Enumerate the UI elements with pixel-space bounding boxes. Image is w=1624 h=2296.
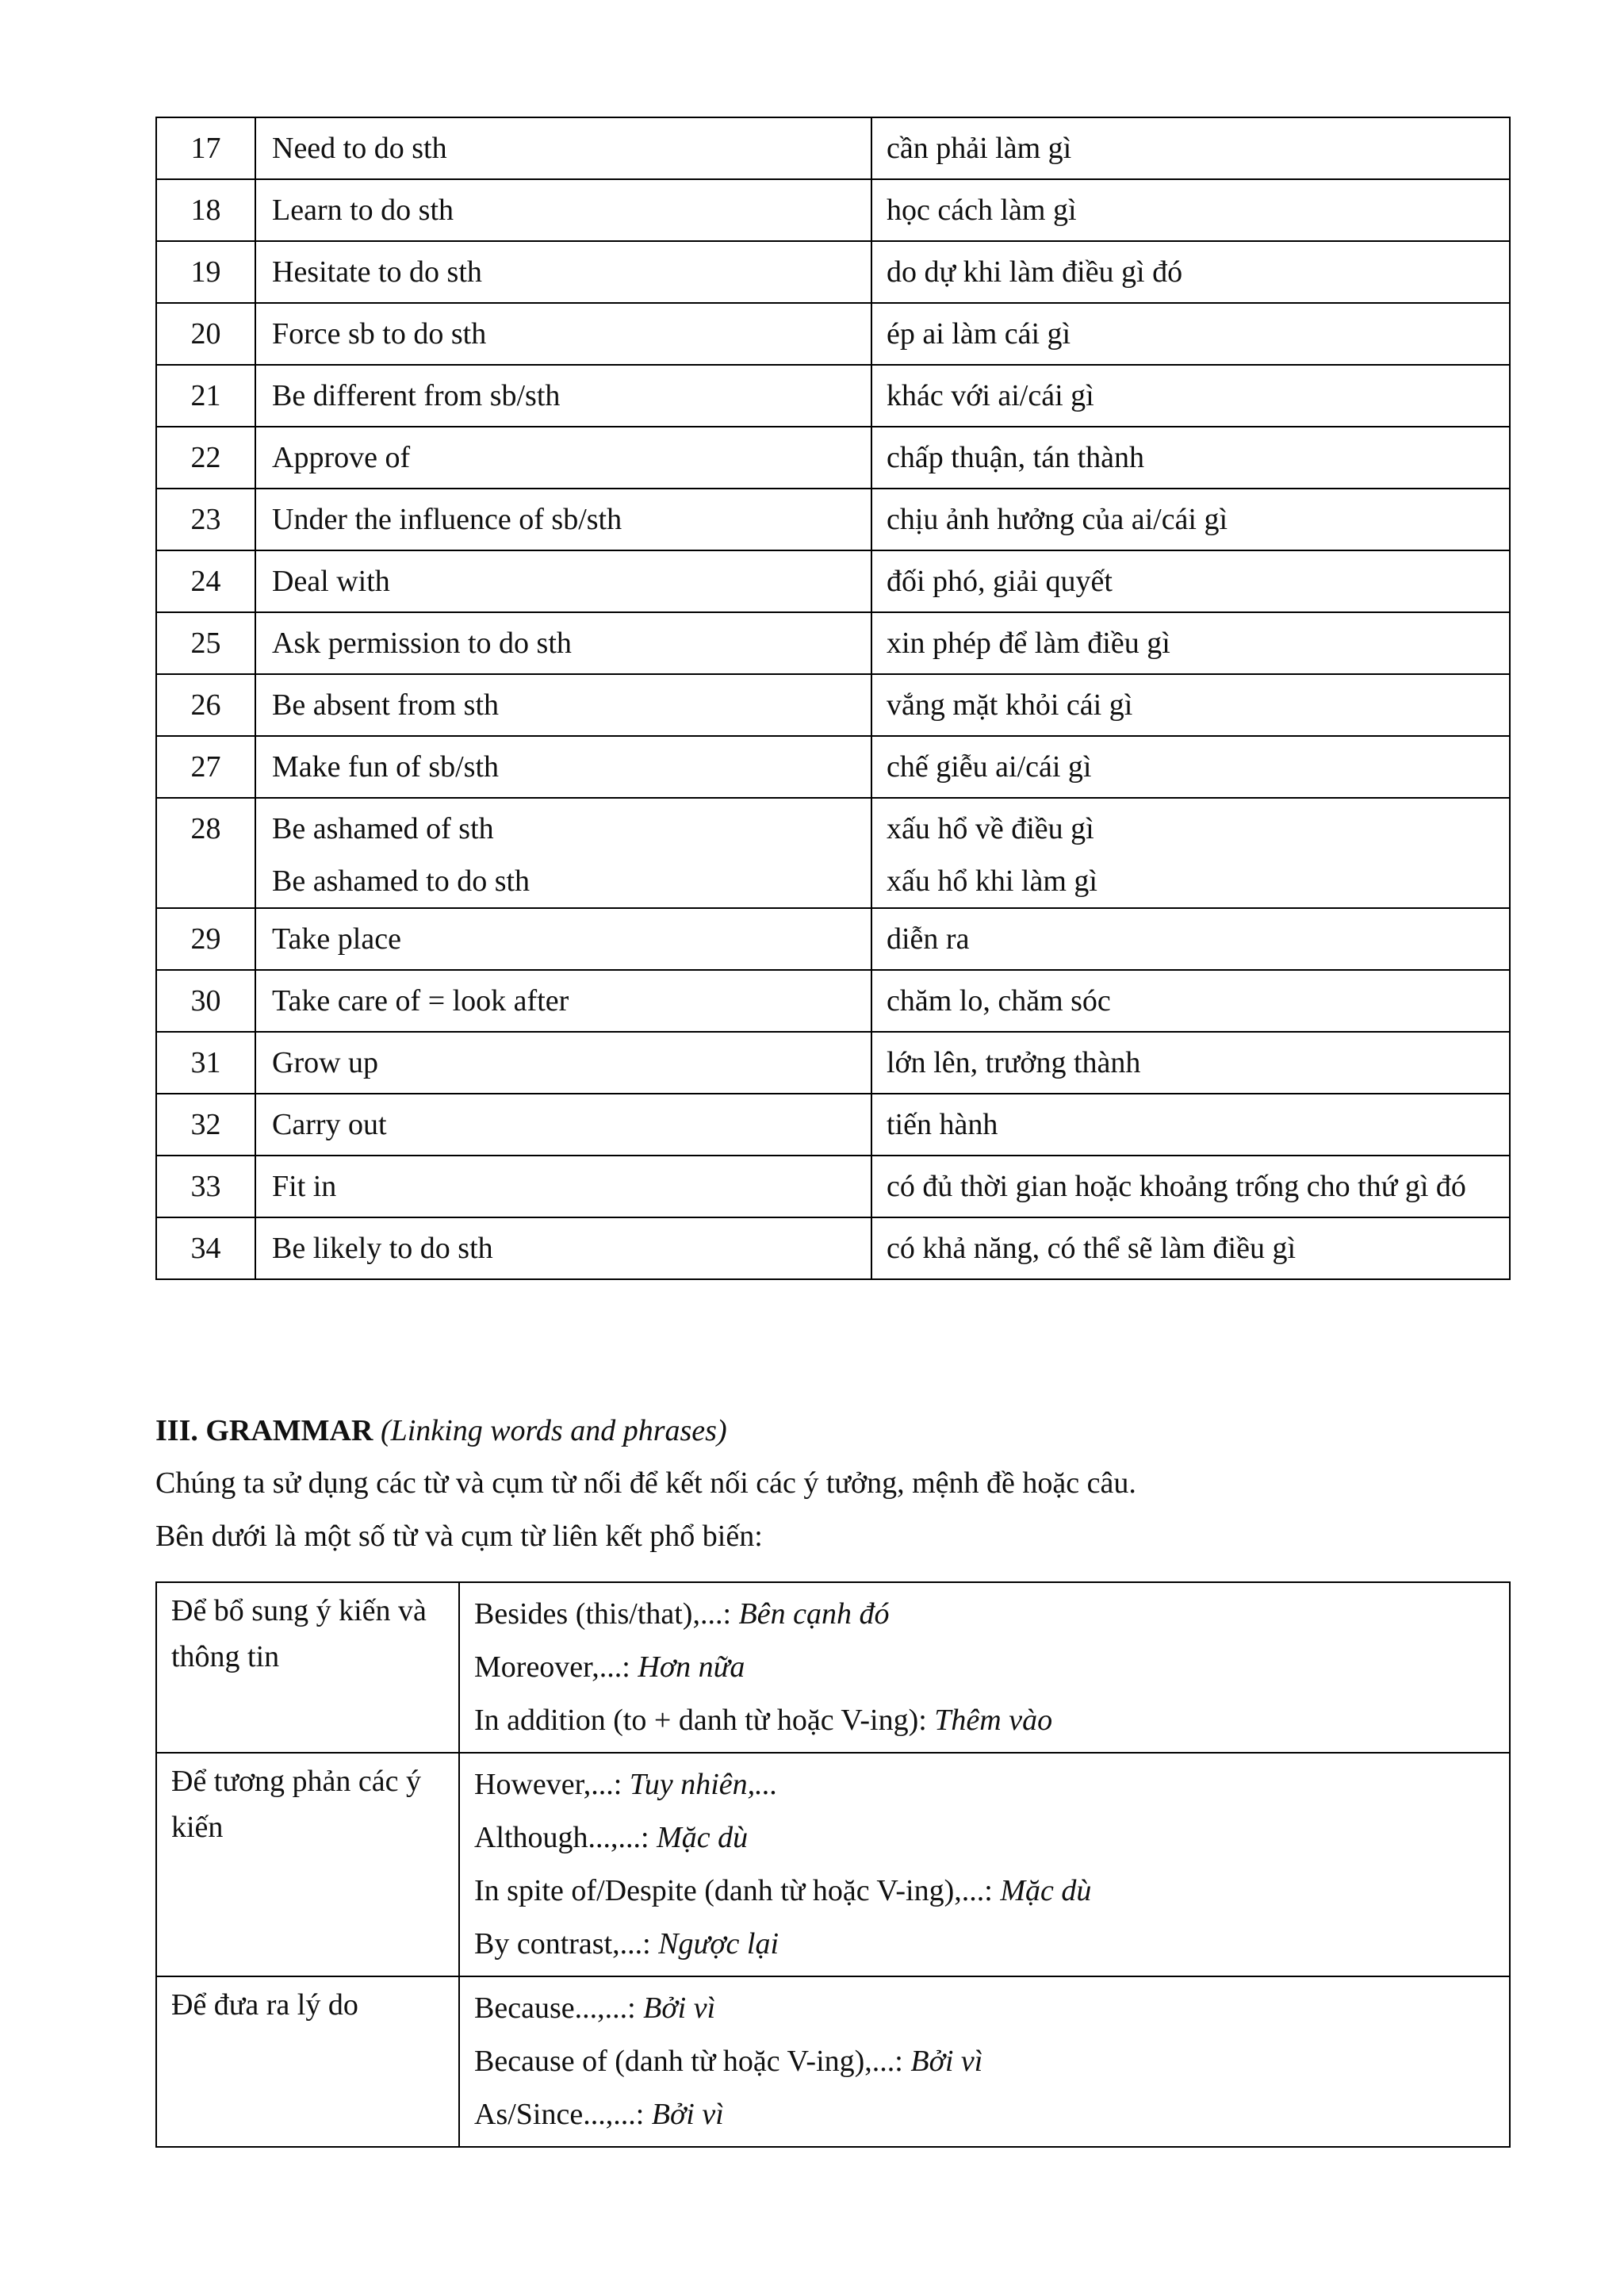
vocab-meaning-cell — [871, 908, 1510, 970]
vocab-number-cell — [156, 365, 255, 427]
vocab-number-cell — [156, 1032, 255, 1094]
linking-items-cell — [459, 1582, 1510, 1753]
linking-meaning: Bởi vì — [643, 1991, 716, 2025]
vocab-meaning: xin phép để làm điều gì — [887, 627, 1170, 660]
vocab-meaning-cell — [871, 798, 1510, 908]
vocab-phrase: Be absent from sth — [272, 688, 500, 722]
vocab-phrase-cell — [255, 1217, 871, 1279]
vocab-meaning-cell — [871, 1094, 1510, 1156]
vocab-number-cell — [156, 612, 255, 674]
vocab-phrase-cell — [255, 1094, 871, 1156]
vocab-phrase-cell — [255, 303, 871, 365]
linking-phrase: However,...: — [474, 1768, 630, 1801]
vocab-number: 32 — [190, 1108, 221, 1141]
vocab-row — [156, 241, 1510, 303]
linking-item — [474, 1865, 1508, 1918]
linking-phrase: Because of (danh từ hoặc V-ing),...: — [474, 2045, 911, 2078]
linking-item — [474, 1811, 1508, 1865]
vocab-number-cell — [156, 1217, 255, 1279]
vocab-meaning: diễn ra — [887, 922, 970, 956]
vocab-number: 30 — [190, 984, 221, 1018]
vocab-row — [156, 1094, 1510, 1156]
vocab-number: 27 — [190, 750, 221, 784]
linking-meaning: Bởi vì — [651, 2098, 724, 2131]
linking-phrase: Moreover,...: — [474, 1650, 638, 1684]
vocab-number: 22 — [190, 441, 221, 474]
vocab-phrase: Be likely to do sth — [272, 1232, 493, 1265]
linking-item — [474, 1758, 1508, 1811]
vocab-number: 26 — [190, 688, 221, 722]
vocab-number-cell — [156, 550, 255, 612]
linking-phrase: By contrast,...: — [474, 1927, 659, 1961]
vocab-phrase: Need to do sth — [272, 132, 447, 165]
vocab-phrase-cell — [255, 1156, 871, 1217]
vocab-meaning-cell — [871, 117, 1510, 179]
vocab-meaning: lớn lên, trưởng thành — [887, 1046, 1141, 1079]
vocab-meaning: đối phó, giải quyết — [887, 565, 1113, 598]
vocab-phrase-cell — [255, 1032, 871, 1094]
linking-category: Để tương phản các ý kiến — [156, 1753, 459, 1976]
linking-meaning: Thêm vào — [934, 1704, 1053, 1737]
vocab-row — [156, 303, 1510, 365]
vocab-number: 24 — [190, 565, 221, 598]
vocab-row — [156, 1156, 1510, 1217]
vocab-meaning-cell — [871, 1217, 1510, 1279]
vocab-meaning-cell — [871, 1032, 1510, 1094]
vocab-meaning: có đủ thời gian hoặc khoảng trống cho thứ gì đó — [887, 1170, 1466, 1203]
grammar-heading-title: III. GRAMMAR — [155, 1414, 373, 1447]
vocab-phrase: Fit in — [272, 1170, 337, 1203]
vocab-phrase: Approve of — [272, 441, 411, 474]
vocab-number-cell — [156, 303, 255, 365]
vocab-number-cell — [156, 427, 255, 489]
linking-group-row — [156, 1976, 1510, 2147]
linking-words-table — [155, 1581, 1511, 2148]
vocab-number-cell — [156, 736, 255, 798]
vocab-phrase-cell — [255, 489, 871, 550]
vocab-phrase-cell — [255, 427, 871, 489]
vocab-meaning-cell — [871, 427, 1510, 489]
vocab-row — [156, 1217, 1510, 1279]
grammar-intro-paragraph: Chúng ta sử dụng các từ và cụm từ nối để kết nối các ý tưởng, mệnh đề hoặc câu. — [155, 1466, 1136, 1500]
vocab-meaning-cell — [871, 1156, 1510, 1217]
vocab-number: 18 — [190, 194, 221, 227]
vocab-number: 20 — [190, 317, 221, 351]
vocab-phrase: Hesitate to do sth — [272, 255, 482, 289]
linking-meaning: Bên cạnh đó — [738, 1597, 890, 1631]
vocab-number: 25 — [190, 627, 221, 660]
vocab-phrase: Grow up — [272, 1046, 379, 1079]
linking-words-table-body — [156, 1582, 1510, 2147]
vocab-meaning-cell — [871, 303, 1510, 365]
linking-meaning: Hơn nữa — [638, 1650, 745, 1684]
vocab-meaning: ép ai làm cái gì — [887, 317, 1071, 351]
vocab-phrase-cell — [255, 179, 871, 241]
vocab-row — [156, 117, 1510, 179]
linking-items-cell — [459, 1753, 1510, 1976]
linking-meaning: Tuy nhiên,... — [629, 1768, 778, 1801]
vocab-number-cell — [156, 970, 255, 1032]
vocab-phrase: Be ashamed of sth — [272, 812, 494, 845]
vocab-meaning-cell — [871, 736, 1510, 798]
vocab-phrase: Under the influence of sb/sth — [272, 503, 622, 536]
vocab-meaning-cell — [871, 179, 1510, 241]
linking-group-row — [156, 1582, 1510, 1753]
vocab-phrase-cell — [255, 908, 871, 970]
vocab-number-cell — [156, 674, 255, 736]
vocab-row — [156, 908, 1510, 970]
linking-phrase: In spite of/Despite (danh từ hoặc V-ing),...: — [474, 1874, 1001, 1907]
grammar-section-heading — [155, 1413, 727, 1448]
linking-category: Để đưa ra lý do — [156, 1976, 459, 2147]
vocab-number-cell — [156, 117, 255, 179]
vocabulary-table-body — [156, 117, 1510, 1279]
vocab-number-cell — [156, 908, 255, 970]
vocab-number: 23 — [190, 503, 221, 536]
vocab-meaning: vắng mặt khỏi cái gì — [887, 688, 1133, 722]
vocab-number-cell — [156, 798, 255, 908]
vocab-meaning: chế giễu ai/cái gì — [887, 750, 1092, 784]
vocab-meaning-cell — [871, 970, 1510, 1032]
vocab-meaning: học cách làm gì — [887, 194, 1077, 227]
vocab-meaning-cell — [871, 674, 1510, 736]
vocab-meaning: chịu ảnh hưởng của ai/cái gì — [887, 503, 1228, 536]
vocab-phrase: Be ashamed to do sth — [272, 864, 530, 898]
linking-items-cell — [459, 1976, 1510, 2147]
vocab-phrase: Be different from sb/sth — [272, 379, 561, 412]
vocab-phrase: Ask permission to do sth — [272, 627, 572, 660]
linking-meaning: Ngược lại — [658, 1927, 779, 1961]
vocab-row — [156, 798, 1510, 908]
grammar-heading-subtitle: (Linking words and phrases) — [380, 1414, 727, 1447]
vocab-number: 28 — [190, 812, 221, 845]
vocab-meaning-cell — [871, 550, 1510, 612]
vocab-number: 19 — [190, 255, 221, 289]
linking-meaning: Mặc dù — [1000, 1874, 1092, 1907]
vocab-row — [156, 674, 1510, 736]
vocab-phrase-cell — [255, 550, 871, 612]
vocab-phrase-cell — [255, 365, 871, 427]
vocab-number-cell — [156, 1156, 255, 1217]
vocab-phrase: Carry out — [272, 1108, 387, 1141]
linking-item — [474, 1918, 1508, 1971]
vocab-meaning: xấu hổ về điều gì — [887, 812, 1094, 845]
vocab-number: 17 — [190, 132, 221, 165]
linking-phrase: In addition (to + danh từ hoặc V-ing): — [474, 1704, 935, 1737]
vocab-number: 31 — [190, 1046, 221, 1079]
vocab-phrase-cell — [255, 736, 871, 798]
vocab-meaning-cell — [871, 365, 1510, 427]
vocab-meaning: có khả năng, có thể sẽ làm điều gì — [887, 1232, 1297, 1265]
linking-phrase: As/Since...,...: — [474, 2098, 652, 2131]
linking-meaning: Bởi vì — [910, 2045, 983, 2078]
vocab-phrase-cell — [255, 970, 871, 1032]
vocab-row — [156, 970, 1510, 1032]
linking-item — [474, 1982, 1508, 2035]
vocab-phrase: Take place — [272, 922, 401, 956]
vocab-row — [156, 736, 1510, 798]
vocab-meaning: xấu hổ khi làm gì — [887, 864, 1097, 898]
vocab-phrase: Force sb to do sth — [272, 317, 487, 351]
vocab-phrase: Take care of = look after — [272, 984, 569, 1018]
vocab-number-cell — [156, 489, 255, 550]
linking-phrase: Because...,...: — [474, 1991, 644, 2025]
vocab-meaning: chăm lo, chăm sóc — [887, 984, 1111, 1018]
vocab-row — [156, 489, 1510, 550]
vocab-phrase-cell — [255, 241, 871, 303]
linking-phrase: Besides (this/that),...: — [474, 1597, 739, 1631]
linking-category: Để bổ sung ý kiến và thông tin — [156, 1582, 459, 1753]
linking-group-row — [156, 1753, 1510, 1976]
linking-phrase: Although...,...: — [474, 1821, 657, 1854]
vocab-number: 21 — [190, 379, 221, 412]
vocab-number-cell — [156, 241, 255, 303]
vocab-phrase: Learn to do sth — [272, 194, 454, 227]
vocab-number-cell — [156, 179, 255, 241]
vocab-meaning: do dự khi làm điều gì đó — [887, 255, 1183, 289]
vocab-row — [156, 612, 1510, 674]
vocab-meaning: tiến hành — [887, 1108, 998, 1141]
vocabulary-table — [155, 117, 1511, 1280]
vocab-meaning-cell — [871, 489, 1510, 550]
vocab-number: 34 — [190, 1232, 221, 1265]
vocab-number: 33 — [190, 1170, 221, 1203]
linking-meaning: Mặc dù — [657, 1821, 749, 1854]
vocab-phrase: Make fun of sb/sth — [272, 750, 500, 784]
vocab-row — [156, 427, 1510, 489]
grammar-list-intro-paragraph: Bên dưới là một số từ và cụm từ liên kết phổ biến: — [155, 1520, 763, 1553]
linking-item — [474, 2035, 1508, 2088]
linking-item — [474, 1641, 1508, 1694]
vocab-row — [156, 550, 1510, 612]
vocab-row — [156, 1032, 1510, 1094]
vocab-phrase-cell — [255, 798, 871, 908]
linking-item — [474, 1588, 1508, 1641]
vocab-meaning: cần phải làm gì — [887, 132, 1072, 165]
vocab-meaning-cell — [871, 241, 1510, 303]
linking-item — [474, 1694, 1508, 1747]
vocab-phrase: Deal with — [272, 565, 390, 598]
vocab-row — [156, 179, 1510, 241]
linking-item — [474, 2088, 1508, 2141]
vocab-number: 29 — [190, 922, 221, 956]
vocab-number-cell — [156, 1094, 255, 1156]
vocab-meaning: khác với ai/cái gì — [887, 379, 1094, 412]
vocab-meaning: chấp thuận, tán thành — [887, 441, 1145, 474]
vocab-row — [156, 365, 1510, 427]
vocab-phrase-cell — [255, 674, 871, 736]
vocab-phrase-cell — [255, 612, 871, 674]
vocab-meaning-cell — [871, 612, 1510, 674]
vocab-phrase-cell — [255, 117, 871, 179]
